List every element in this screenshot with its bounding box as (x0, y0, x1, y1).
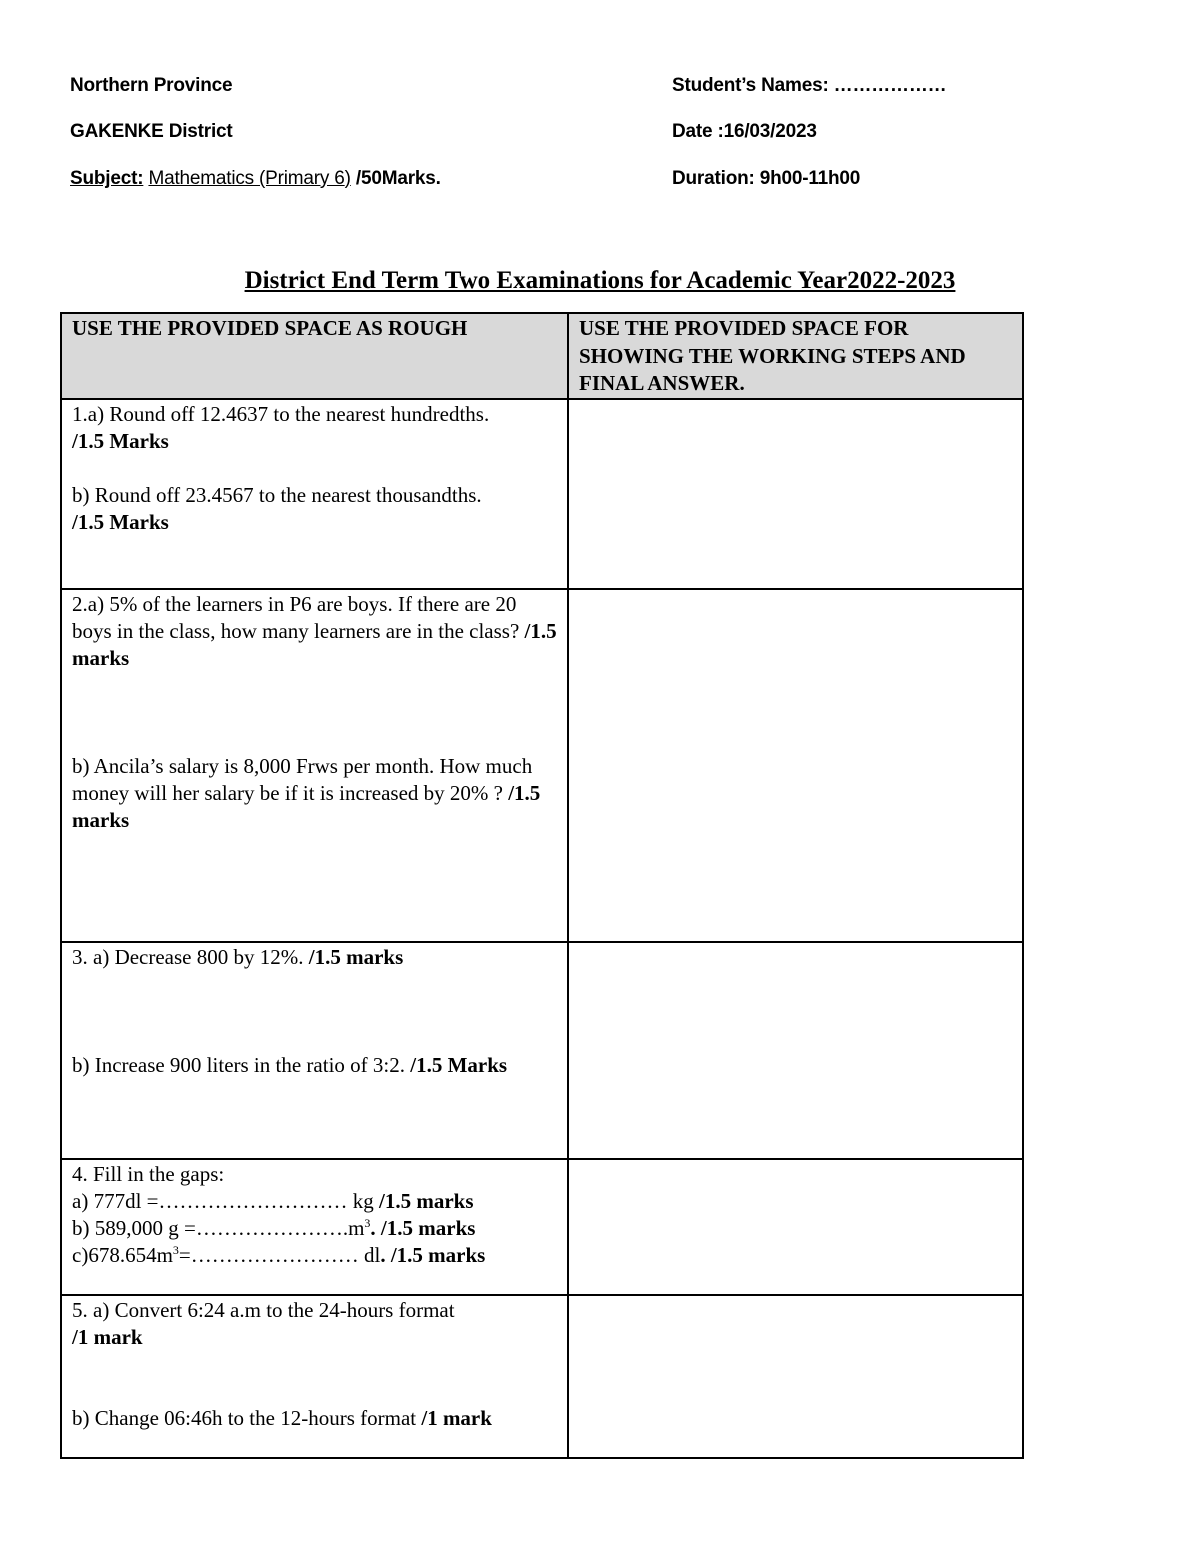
q2b-text: b) Ancila’s salary is 8,000 Frws per month. How much money will her salary be if it is increased by 20% ? (72, 753, 533, 805)
table-header-row (61, 313, 1023, 399)
q5a-text: 5. a) Convert 6:24 a.m to the 24-hours format (72, 1297, 455, 1322)
q4c-marks: . /1.5 marks (380, 1242, 486, 1267)
q3a-marks: /1.5 marks (308, 944, 404, 969)
q4-intro: 4. Fill in the gaps: (72, 1161, 225, 1186)
answer-3-cell[interactable] (568, 942, 1023, 1159)
answer-5-cell[interactable] (568, 1295, 1023, 1458)
student-names-field: Student’s Names: ……………… (672, 75, 947, 96)
answer-1-cell[interactable] (568, 399, 1023, 589)
subject-value: Mathematics (Primary 6 (148, 168, 345, 189)
q4a-marks: /1.5 marks (379, 1188, 474, 1213)
q4b-marks: . /1.5 marks (370, 1215, 476, 1240)
q4c-text-2: =…………………… dl (178, 1242, 381, 1267)
question-row-2 (61, 589, 1023, 942)
q2a-text: 2.a) 5% of the learners in P6 are boys. If there are 20 boys in the class, how many learners are in the class? (72, 591, 525, 643)
province-label: Northern Province (70, 75, 233, 96)
subject-marks: /50Marks. (355, 168, 441, 189)
question-row-1 (61, 399, 1023, 589)
q4c-text: c)678.654m (72, 1242, 173, 1267)
q1b-marks: /1.5 Marks (72, 509, 169, 534)
answer-4-cell[interactable] (568, 1159, 1023, 1295)
q4c-superscript: 3 (172, 1242, 179, 1257)
exam-title: District End Term Two Examinations for Academic Year2022-2023 (244, 267, 956, 294)
answer-2-cell[interactable] (568, 589, 1023, 942)
q5b-marks: /1 mark (421, 1405, 492, 1430)
answer-column-header: USE THE PROVIDED SPACE FOR SHOWING THE WORKING STEPS AND FINAL ANSWER. (568, 313, 1023, 399)
q5a-marks: /1 mark (72, 1324, 143, 1349)
subject-label: Subject: (70, 168, 144, 189)
question-4-cell (61, 1159, 568, 1295)
subject-close: ) (344, 168, 351, 189)
q4a-text: a) 777dl =……………………… kg (72, 1188, 379, 1213)
q4b-text: b) 589,000 g =………………….m (72, 1215, 365, 1240)
subject-line (70, 168, 441, 190)
q4b-superscript: 3 (364, 1215, 371, 1230)
question-5-cell (61, 1295, 568, 1458)
question-1-cell (61, 399, 568, 589)
question-row-3 (61, 942, 1023, 1159)
question-row-5 (61, 1295, 1023, 1458)
exam-table (60, 312, 1024, 1459)
q2a-marks: /1.5 marks (72, 618, 557, 670)
q1b-text: b) Round off 23.4567 to the nearest thousandths. (72, 482, 482, 507)
q2b-marks: /1.5 marks (72, 780, 541, 832)
question-2-cell (61, 589, 568, 942)
question-row-4 (61, 1159, 1023, 1295)
q3b-marks: /1.5 Marks (410, 1052, 508, 1077)
exam-date: Date :16/03/2023 (672, 121, 817, 142)
q1a-marks: /1.5 Marks (72, 428, 169, 453)
exam-duration: Duration: 9h00-11h00 (672, 168, 861, 189)
q3a-text: 3. a) Decrease 800 by 12%. (72, 944, 309, 969)
district-label: GAKENKE District (70, 121, 233, 142)
q3b-text: b) Increase 900 liters in the ratio of 3:2. (72, 1052, 411, 1077)
rough-column-header: USE THE PROVIDED SPACE AS ROUGH (61, 313, 568, 399)
q1a-text: 1.a) Round off 12.4637 to the nearest hundredths. (72, 401, 490, 426)
question-3-cell (61, 942, 568, 1159)
q5b-text: b) Change 06:46h to the 12-hours format (72, 1405, 422, 1430)
